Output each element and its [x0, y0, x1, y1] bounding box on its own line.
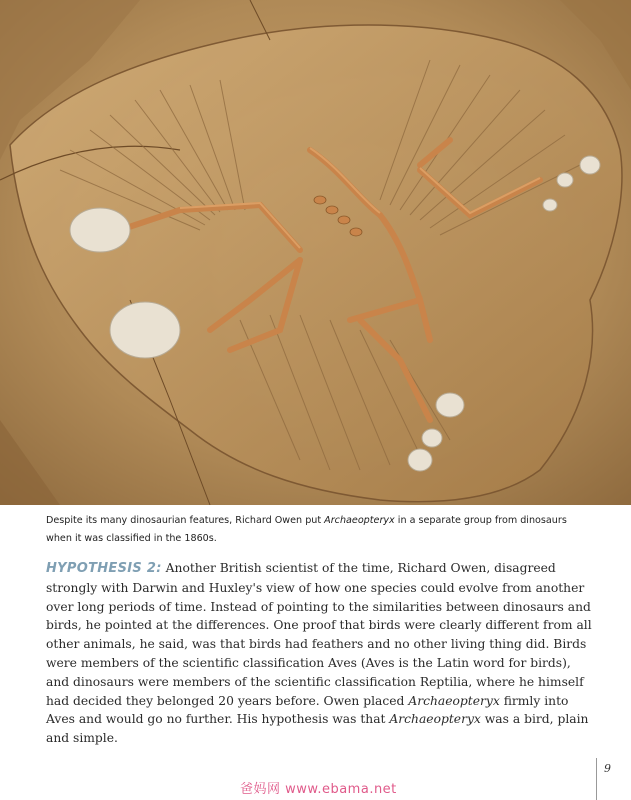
- watermark: 爸妈网 www.ebama.net: [240, 782, 397, 797]
- page-number-rule: [596, 758, 597, 800]
- page-number: 9: [604, 762, 611, 775]
- body-text-3: was a bird, plain and simple.: [46, 712, 589, 746]
- caption-species-name: Archaeopteryx: [324, 515, 395, 526]
- body-text-2: firmly into Aves and would go no further. His hypothesis was that: [46, 693, 569, 727]
- caption-text-start: Despite its many dinosaurian features, Richard Owen put: [46, 515, 325, 526]
- species-name-2: Archaeopteryx: [389, 712, 481, 727]
- figure-caption: [46, 512, 594, 548]
- body-text-1: Another British scientist of the time, Richard Owen, disagreed strongly with Darwin and Huxley's view of how one species could evolve from another over long periods of time. Instead of pointing to the similarities between dinosaurs and birds, he pointed at the differences. One proof that birds were clearly different from all other animals, he said, was that birds had feathers and no other living thing did. Birds were members of the scientific classification Aves (Aves is the Latin word for birds), and dinosaurs were members of the scientific classification Reptilia, where he himself had decided they belonged 20 years before. Owen placed: [46, 561, 592, 708]
- species-name-1: Archaeopteryx: [408, 693, 500, 708]
- body-paragraph: [46, 559, 594, 748]
- hypothesis-heading: HYPOTHESIS 2:: [46, 561, 162, 576]
- caption-text-end: in a separate group from dinosaurs when it was classified in the 1860s.: [46, 515, 567, 544]
